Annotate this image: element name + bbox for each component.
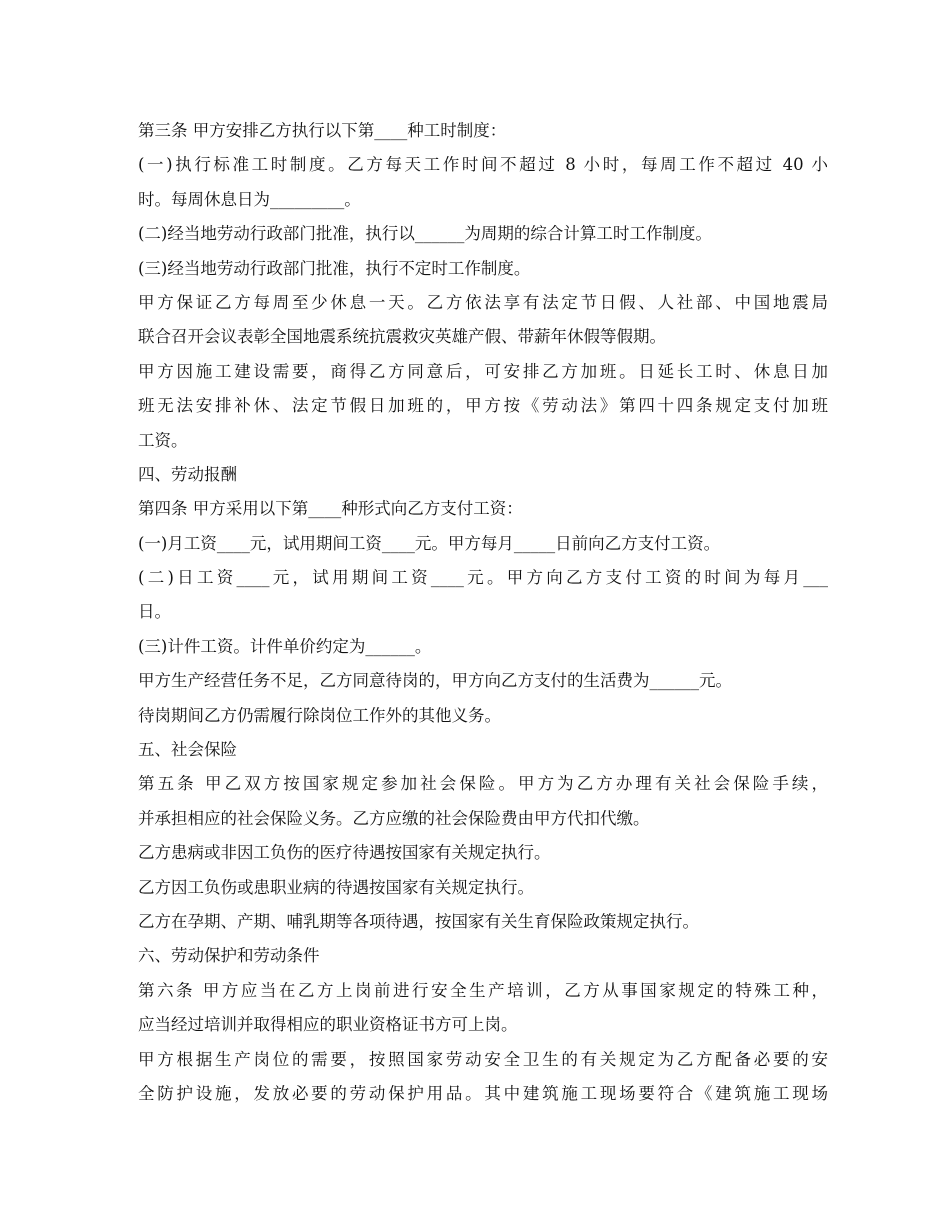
text-line: 甲方保证乙方每周至少休息一天。乙方依法享有法定节日假、人社部、中国地震局 [138,292,828,312]
text-line: 并承担相应的社会保险义务。乙方应缴的社会保险费由甲方代扣代缴。 [138,808,650,828]
text-line: 联合召开会议表彰全国地震系统抗震救灾英雄产假、带薪年休假等假期。 [138,327,666,347]
text-line: 甲方因施工建设需要，商得乙方同意后，可安排乙方加班。日延长工时、休息日加 [138,361,828,381]
text-line: 工资。 [138,430,188,450]
section-heading-6: 六、劳动保护和劳动条件 [138,946,320,966]
article-4-heading: 第四条 甲方采用以下第____种形式向乙方支付工资： [138,499,523,519]
text-line: 待岗期间乙方仍需履行除岗位工作外的其他义务。 [138,705,501,725]
section-heading-5: 五、社会保险 [138,740,237,760]
text-line: (二)经当地劳动行政部门批准，执行以______为周期的综合计算工时工作制度。 [138,224,712,244]
text-line: 乙方患病或非因工负伤的医疗待遇按国家有关规定执行。 [138,843,551,863]
section-heading-4: 四、劳动报酬 [138,464,237,484]
document-body [138,114,828,1111]
text-line: 甲方生产经营任务不足，乙方同意待岗的，甲方向乙方支付的生活费为______元。 [138,671,732,691]
text-line: (三)经当地劳动行政部门批准，执行不定时工作制度。 [138,258,531,278]
text-line: (二)日工资____元，试用期间工资____元。甲方向乙方支付工资的时间为每月___ [138,568,828,588]
text-line: 甲方根据生产岗位的需要，按照国家劳动安全卫生的有关规定为乙方配备必要的安 [138,1049,828,1069]
text-line: 时。每周休息日为_________。 [138,189,361,209]
text-line: (一)执行标准工时制度。乙方每天工作时间不超过 8 小时，每周工作不超过 40 小 [138,155,828,175]
text-line: 全防护设施，发放必要的劳动保护用品。其中建筑施工现场要符合《建筑施工现场 [138,1083,828,1103]
text-line: 乙方因工负伤或患职业病的待遇按国家有关规定执行。 [138,877,534,897]
article-5-text: 第五条 甲乙双方按国家规定参加社会保险。甲方为乙方办理有关社会保险手续， [138,774,828,794]
text-line: 日。 [138,602,171,622]
article-3-heading: 第三条 甲方安排乙方执行以下第____种工时制度： [138,121,507,140]
text-line: 应当经过培训并取得相应的职业资格证书方可上岗。 [138,1015,518,1035]
text-line: 乙方在孕期、产期、哺乳期等各项待遇，按国家有关生育保险政策规定执行。 [138,911,699,931]
text-line: (三)计件工资。计件单价约定为______。 [138,636,432,656]
text-line: 班无法安排补休、法定节假日加班的，甲方按《劳动法》第四十四条规定支付加班 [138,396,828,416]
article-6-text: 第六条 甲方应当在乙方上岗前进行安全生产培训，乙方从事国家规定的特殊工种， [138,980,828,1000]
text-line: (一)月工资____元，试用期间工资____元。甲方每月_____日前向乙方支付工资。 [138,533,721,553]
